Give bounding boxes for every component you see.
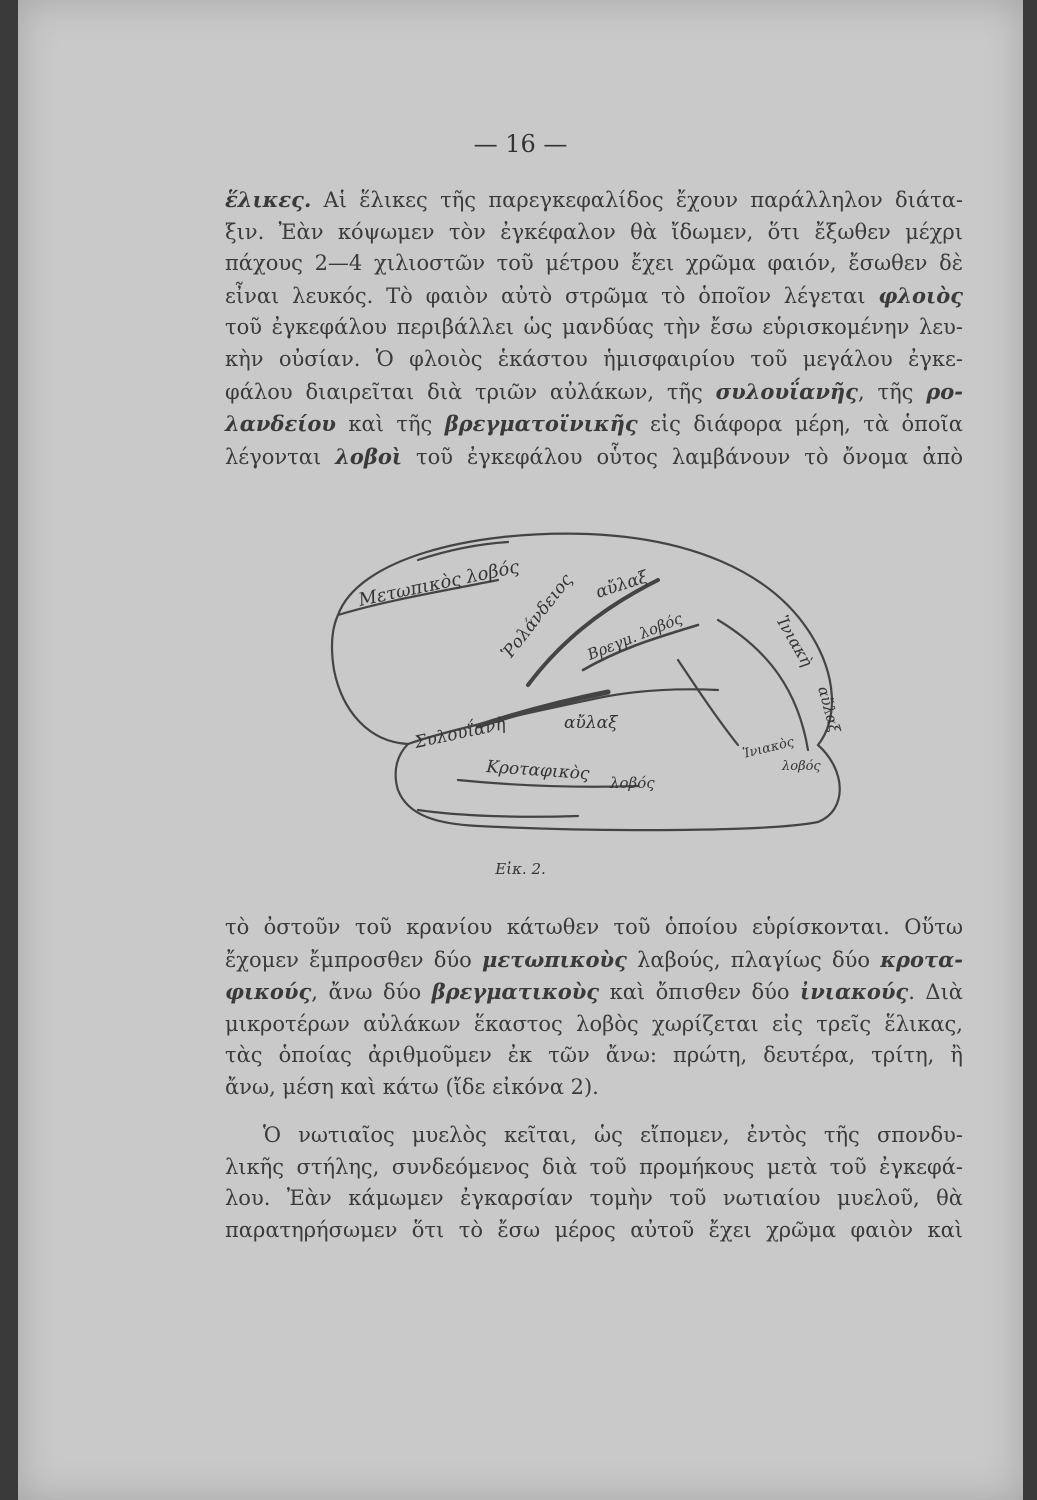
text-line: λικῆς στήλης, συνδεόμενος διὰ τοῦ προμήκους μετὰ τοῦ ἐγκεφά- <box>225 1154 963 1179</box>
emphasis-term: λανδείου <box>225 411 336 437</box>
text-line <box>225 184 963 217</box>
text-line: τὰς ὁποίας ἀριθμοῦμεν ἐκ τῶν ἄνω: πρώτη, δευτέρα, τρίτη, ἢ <box>225 1043 963 1068</box>
text-line <box>225 408 963 441</box>
book-page <box>18 0 1023 1500</box>
emphasis-term: ἕλικες. <box>225 187 312 212</box>
label-rolandic-sulcus: αὔλαξ <box>593 567 651 603</box>
text-line: κὴν οὐσίαν. Ὁ φλοιὸς ἑκάστου ἡμισφαιρίου τοῦ μεγάλου ἐγκε- <box>225 346 963 371</box>
emphasis-term: μετωπικοὺς <box>481 946 627 972</box>
label-occipital-lobe-b: λοβός <box>782 759 821 774</box>
page-number: — 16 — <box>473 130 568 158</box>
line-text: εἶναι λευκός. Τὸ φαιὸν αὐτὸ στρῶμα τὸ ὁποῖον λέγεται <box>225 283 866 308</box>
line-text: , ἄνω δύο <box>311 980 422 1005</box>
text-line: Ὁ νωτιαῖος μυελὸς κεῖται, ὡς εἴπομεν, ἐντὸς τῆς σπονδυ- <box>263 1123 963 1147</box>
emphasis-term: ρο- <box>926 378 963 404</box>
text-line <box>225 944 963 977</box>
emphasis-term: συλουΐανῆς <box>715 378 858 404</box>
line-text: Αἱ ἕλικες τῆς παρεγκεφαλίδος ἔχουν παράλληλον διάτα- <box>311 188 963 212</box>
text-line: τοῦ ἐγκεφάλου περιβάλλει ὡς μανδύας τὴν ἔσω εὑρισκομένην λευ- <box>225 315 963 340</box>
label-occipital-lobe-a: Ἰνιακὸς <box>741 734 796 762</box>
label-temporal-lobe: Κροταφικὸς <box>485 757 591 785</box>
text-line: ἄνω, μέση καὶ κάτω (ἴδε εἰκόνα 2). <box>225 1074 599 1099</box>
line-text: , τῆς <box>857 379 914 404</box>
line-text: λαβούς, πλαγίως δύο <box>626 947 871 972</box>
line-text: ἔχομεν ἔμπροσθεν δύο <box>225 947 472 972</box>
label-frontal-lobe: Μετωπικὸς λοβός <box>356 556 522 611</box>
label-parietal-lobe: Βρεγμ. λοβός <box>584 609 685 664</box>
text-line <box>225 280 963 313</box>
label-sylvian: Συλουΐανὴ <box>412 714 508 753</box>
text-line: παρατηρήσωμεν ὅτι τὸ ἔσω μέρος αὐτοῦ ἔχει χρῶμα φαιὸν καὶ <box>225 1217 963 1242</box>
brain-sketch <box>298 520 858 840</box>
figure-caption: Εἰκ. 2. <box>495 860 546 878</box>
emphasis-term: φλοιὸς <box>878 282 963 308</box>
text-line: ξιν. Ἐὰν κόψωμεν τὸν ἐγκέφαλον θὰ ἴδωμεν, ὅτι ἔξωθεν μέχρι <box>225 219 963 244</box>
emphasis-term: βρεγματικοὺς <box>431 979 600 1005</box>
emphasis-term: φικούς <box>225 979 312 1005</box>
line-text: καὶ ὄπισθεν δύο <box>599 980 790 1005</box>
text-line: τὸ ὀστοῦν τοῦ κρανίου κάτωθεν τοῦ ὁποίου εὑρίσκονται. Οὕτω <box>225 915 963 939</box>
text-line <box>225 976 963 1009</box>
label-rolandic: Ῥολάνδειος <box>498 570 577 664</box>
line-text: λέγονται <box>225 444 322 469</box>
text-line: λου. Ἐὰν κάμωμεν ἐγκαρσίαν τομὴν τοῦ νωτιαίου μυελοῦ, θὰ <box>225 1186 963 1211</box>
brain-diagram <box>298 520 858 840</box>
line-text: φάλου διαιρεῖται διὰ τριῶν αὐλάκων, τῆς <box>225 379 703 404</box>
emphasis-term: κροτα- <box>880 946 963 972</box>
label-occipital-top: Ἰνιακὴ <box>772 612 817 670</box>
text-line: μικροτέρων αὐλάκων ἕκαστος λοβὸς χωρίζεται εἰς τρεῖς ἕλικας, <box>225 1011 963 1036</box>
paragraph-1 <box>225 184 963 473</box>
brain-outline <box>332 534 840 830</box>
emphasis-term: λοβοὶ <box>335 443 403 469</box>
paragraph-2 <box>225 912 963 1104</box>
label-occipital-sulcus: αὔλαξ <box>814 684 844 735</box>
emphasis-term: βρεγματοϊνικῆς <box>444 411 638 437</box>
line-text: τοῦ ἐγκεφάλου οὗτος λαμβάνουν τὸ ὄνομα ἀπὸ <box>402 444 963 469</box>
line-text: . Διὰ <box>908 980 963 1005</box>
occipital-inner-line <box>678 660 738 745</box>
text-line: πάχους 2—4 χιλιοστῶν τοῦ μέτρου ἔχει χρῶμα φαιόν, ἔσωθεν δὲ <box>225 251 963 276</box>
label-sylvian-sulcus: αὔλαξ <box>564 713 618 733</box>
lower-gyrus-line <box>418 810 578 817</box>
paragraph-3 <box>225 1120 963 1246</box>
line-text: καὶ τῆς <box>335 412 433 437</box>
emphasis-term: ἰνιακούς <box>800 979 909 1005</box>
text-line <box>225 376 963 409</box>
text-line <box>225 441 963 474</box>
line-text: εἰς διάφορα μέρη, τὰ ὁποῖα <box>637 412 963 437</box>
label-temporal-lobe-word: λοβός <box>610 774 655 792</box>
